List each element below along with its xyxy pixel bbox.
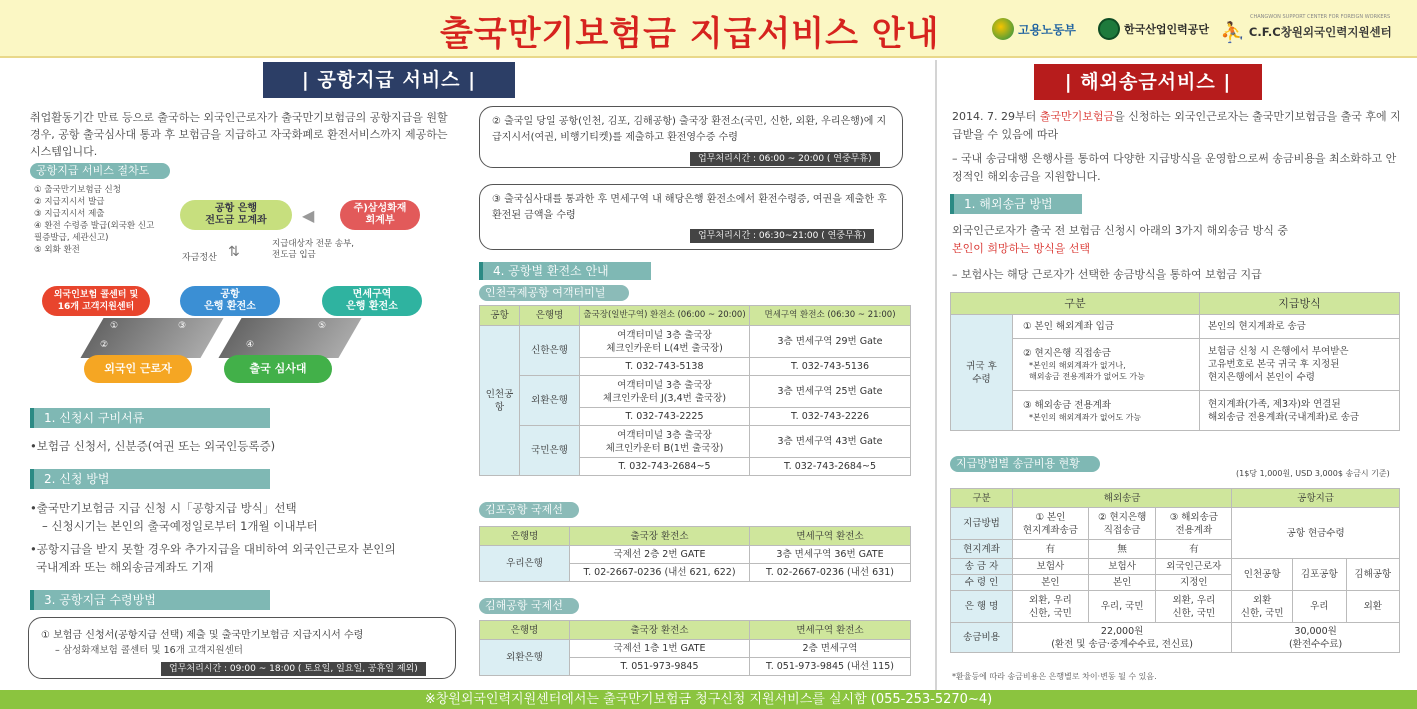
airport-service-heading: | 공항지급 서비스 | xyxy=(263,62,515,98)
method-text: •출국만기보험금 지급 신청 시「공항지급 방식」선택 – 신청시기는 본인의 출국예정일로부터 1개월 이내부터 •공항지급을 받지 못할 경우와 추가지급을 대비하여 외국인근로자 본인의 국내계좌 또는 해외송금계좌도 기재 xyxy=(30,501,396,574)
gimpo-table: 은행명 출국장 환전소 면세구역 환전소 우리은행 국제선 2층 2번 GATE 3층 면세구역 36번 GATE T. 02-2667-0236 (내선 621, 622) T. 02-2667-0236 (내선 631) xyxy=(479,526,911,582)
column-divider xyxy=(935,60,937,690)
airport-bank-node: 공항 은행 전도금 모계좌 xyxy=(180,200,292,230)
arrow-left-icon: ◀ xyxy=(302,206,315,225)
worker-node: 외국인 근로자 xyxy=(84,355,192,383)
section-exchange-heading: 4. 공항별 환전소 안내 xyxy=(479,262,651,280)
box1-time-tag: 업무처리시간 : 09:00 ~ 18:00 ( 토요일, 일요일, 공휴일 제외) xyxy=(161,662,426,676)
duty-exchange-node: 면세구역 은행 환전소 xyxy=(322,286,422,316)
section-method-heading: 2. 신청 방법 xyxy=(30,469,270,489)
cost-basis-note: (1$당 1,000원, USD 3,000$ 송금시 기준) xyxy=(1236,469,1390,478)
hrdkorea-emblem-icon xyxy=(1098,18,1120,40)
logo-moel: 고용노동부 xyxy=(992,18,1076,40)
procedure-steps: ① 출국만기보험금 신청 ② 지급지시서 발급 ③ 지급지시서 제출 ④ 환전 수령증 발급(외국환 신고필증발급, 세관신고) ⑤ 외화 환전 xyxy=(34,185,155,255)
settle-label: 자금정산 xyxy=(182,253,217,263)
send-label: 지급대상자 전문 송부, 전도금 입금 xyxy=(272,239,355,260)
overseas-method-text: 외국인근로자가 출국 전 보험금 신청시 아래의 3가지 해외송금 방식 중 본인이 희망하는 방식을 선택 – 보험사는 해당 근로자가 선택한 송금방식을 통하여 보험금 지급 xyxy=(952,224,1288,281)
box2-time-tag: 업무처리시간 : 06:00 ~ 20:00 ( 연중무휴) xyxy=(690,152,880,166)
flow-step-4: ④ xyxy=(246,340,255,350)
procedure-tag: 공항지급 서비스 절차도 xyxy=(30,163,170,179)
box3-time-tag: 업무처리시간 : 06:30~21:00 ( 연중무휴) xyxy=(690,229,874,243)
receive-step3-box: ③ 출국심사대를 통과한 후 면세구역 내 해당은행 환전소에서 환전수령증, 여권을 제출한 후 환전된 금액을 수령 업무처리시간 : 06:30~21:00 ( 연중무휴) xyxy=(479,184,903,250)
documents-text: •보험금 신청서, 신분증(여권 또는 외국인등록증) xyxy=(30,439,276,453)
bank-exchange-node: 공항 은행 환전소 xyxy=(180,286,280,316)
incheon-tag: 인천국제공항 여객터미널 xyxy=(479,285,629,301)
page-title: 출국만기보험금 지급서비스 안내 xyxy=(440,14,940,54)
samsung-node: 주)삼성화재 회계부 xyxy=(340,200,420,230)
logo-cfc: CHANGWON SUPPORT CENTER FOR FOREIGN WORKERS ⛹ C.F.C창원외국인력지원센터 xyxy=(1220,14,1392,44)
gimpo-tag: 김포공항 국제선 xyxy=(479,502,579,518)
cost-table: 구분 해외송금 공항지급 지급방법 ① 본인 현지계좌송금 ② 현지은행 직접송금 ③ 해외송금 전용계좌 공항 현금수령 현지계좌 有 無 有 송 금 자 보험사 보험사 외국인근로자 인천공항 김포공항 김해공항 수 령 인 본인 본인 지정인 은 행 명 외환, 우리 신한, 국민 우리, 국민 외환, 우리 신한, 국민 외환 신한, 국민 우리 외환 송금비용 22,000원 (환전 및 송금·중계수수료, 전신료) 30,000원 (환전수수료) xyxy=(950,488,1400,653)
flow-road-2 xyxy=(218,318,361,358)
section-documents-heading: 1. 신청시 구비서류 xyxy=(30,408,270,428)
airport-intro-text: 취업활동기간 만료 등으로 출국하는 외국인근로자가 출국만기보험금의 공항지급을 원할 경우, 공항 출국심사대 통과 후 보험금을 지급하고 자국화폐로 환전서비스까지 제공하는 시스템입니다. xyxy=(30,111,448,158)
overseas-service-heading: | 해외송금서비스 | xyxy=(1034,64,1262,100)
gimhae-tag: 김해공항 국제선 xyxy=(479,598,579,614)
section-receive-heading: 3. 공항지급 수령방법 xyxy=(30,590,270,610)
receive-step2-box: ② 출국일 당일 공항(인천, 김포, 김해공항) 출국장 환전소(국민, 신한, 외환, 우리은행)에 지급지시서(여권, 비행기티켓)를 제출하고 환전영수증 수령 업무처리시간 : 06:00 ~ 20:00 ( 연중무휴) xyxy=(479,106,903,168)
section-overseas-method-heading: 1. 해외송금 방법 xyxy=(950,194,1082,214)
receive-step1-box: ① 보험금 신청서(공항지급 선택) 제출 및 출국만기보험금 지급지시서 수령 – 삼성화재보험 콜센터 및 16개 고객지원센터 업무처리시간 : 09:00 ~ 18:00 ( 토요일, 일요일, 공휴일 제외) xyxy=(28,617,456,679)
cost-tag: 지급방법별 송금비용 현황 xyxy=(950,456,1100,472)
callcenter-node: 외국인보험 콜센터 및 16개 고객지원센터 xyxy=(42,286,150,316)
gimhae-table: 은행명 출국장 환전소 면세구역 환전소 외환은행 국제선 1층 1번 GATE 2층 면세구역 T. 051-973-9845 T. 051-973-9845 (내선 115) xyxy=(479,620,911,676)
logo-hrdkorea: 한국산업인력공단 xyxy=(1098,18,1209,40)
flow-step-5: ⑤ xyxy=(318,321,327,331)
cost-footnote: *환율등에 따라 송금비용은 은행별로 차이·변동 될 수 있음. xyxy=(952,672,1157,681)
overseas-intro-2: – 국내 송금대행 은행사를 통하여 다양한 지급방식을 운영함으로써 송금비용을 최소화하고 안정적인 해외송금을 지원합니다. xyxy=(952,152,1397,183)
flow-step-3: ③ xyxy=(178,321,187,331)
moel-emblem-icon xyxy=(992,18,1014,40)
exchange-arrows-icon: ⇅ xyxy=(228,244,240,260)
flow-step-1: ① xyxy=(110,321,119,331)
flow-road-1 xyxy=(80,318,223,358)
immigration-node: 출국 심사대 xyxy=(224,355,332,383)
flow-step-2: ② xyxy=(100,340,109,350)
incheon-table: 공항 은행명 출국장(일반구역) 환전소 (06:00 ~ 20:00) 면세구역 환전소 (06:30 ~ 21:00) 인천공항 신한은행 여객터미널 3층 출국장 체크인카운터 L(4번 출국장) 3층 면세구역 29번 Gate T. 032-743-5138 T. 032-743-5136 외환은행 여객터미널 3층 출국장 체크인카운터 J(3,4번 출국장) 3층 면세구역 25번 Gate T. 032-743-2225 T. 032-743-2226 국민은행 여객터미널 3층 출국장 체크인카운터 B(1번 출국장) 3층 면세구역 43번 Gate T. 032-743-2684~5 T. 032-743-2684~5 xyxy=(479,305,911,476)
cfc-emblem-icon: ⛹ xyxy=(1220,20,1245,44)
footer-banner: ※창원외국인력지원센터에서는 출국만기보험금 청구신청 지원서비스를 실시함 (055-253-5270~4) xyxy=(0,690,1417,709)
overseas-intro: 2014. 7. 29부터 출국만기보험금을 신청하는 외국인근로자는 출국만기보험금을 출국 후에 지급받을 수 있음에 따라 xyxy=(952,110,1401,141)
overseas-method-table: 구분 지급방식 귀국 후 수령 ① 본인 해외계좌 입금 본인의 현지계좌로 송금 ② 현지은행 직접송금 *본인의 해외계좌가 없거나, 해외송금 전용계좌가 없어도 가능 보험금 신청 시 은행에서 부여받은 고유번호로 본국 귀국 후 지정된 현지은행에서 본인이 수령 ③ 해외송금 전용계좌 *본인의 해외계좌가 없어도 가능 현지계좌(가족, 제3자)와 연결된 해외송금 전용계좌(국내계좌)로 송금 xyxy=(950,292,1400,431)
